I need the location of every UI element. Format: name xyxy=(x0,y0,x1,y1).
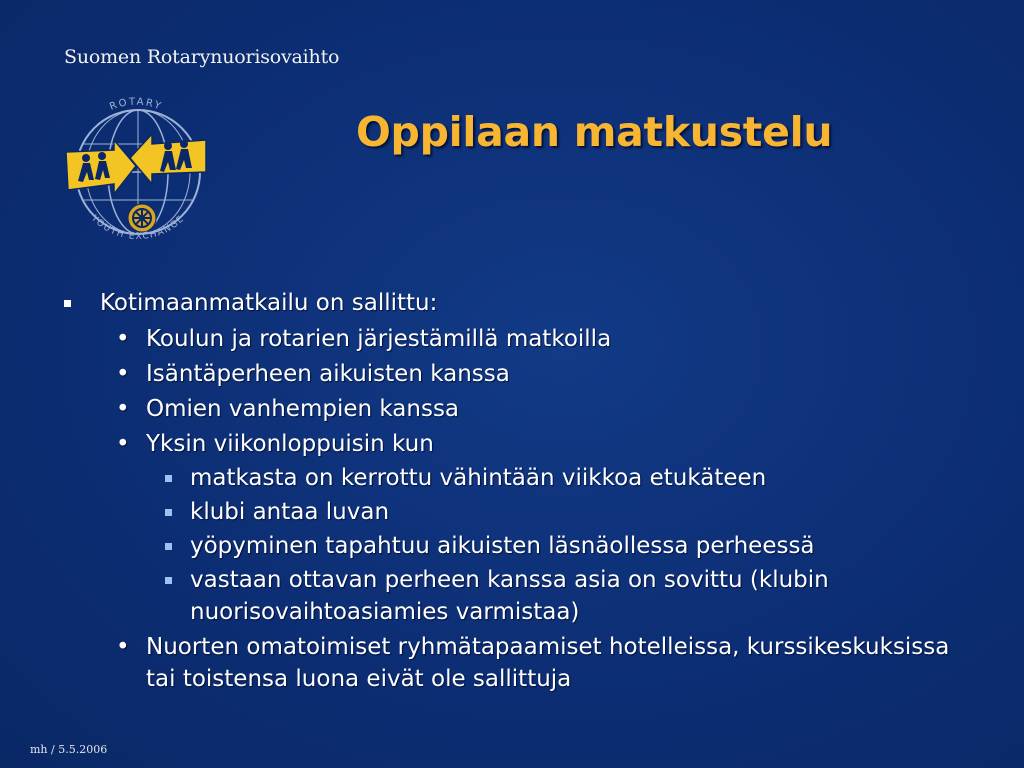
bullet-level2 xyxy=(60,358,980,390)
bullet-text: vastaan ottavan perheen kanssa asia on sovittu (klubin nuorisovaihtoasiamies varmistaa) xyxy=(190,567,829,625)
bullet-level2 xyxy=(60,631,980,695)
dot-bullet-icon: • xyxy=(116,431,130,457)
rotary-youth-exchange-logo xyxy=(56,92,216,252)
organization-name: Suomen Rotarynuorisovaihto xyxy=(64,46,340,68)
bullet-list xyxy=(60,286,980,695)
bullet-text: yöpyminen tapahtuu aikuisten läsnäollessa perheessä xyxy=(190,533,815,559)
footer-note: mh / 5.5.2006 xyxy=(30,743,108,756)
bullet-level3 xyxy=(60,530,980,562)
bullet-level3 xyxy=(60,496,980,528)
bullet-level2 xyxy=(60,323,980,355)
logo-top-text: ROTARY xyxy=(108,96,164,113)
square-bullet-icon xyxy=(64,300,71,307)
bullet-text: Koulun ja rotarien järjestämillä matkoilla xyxy=(146,326,612,352)
bullet-level1 xyxy=(60,286,980,320)
square-bullet-icon xyxy=(165,577,172,584)
dot-bullet-icon: • xyxy=(116,361,130,387)
bullet-level3 xyxy=(60,564,980,628)
slide-title: Oppilaan matkustelu xyxy=(356,108,833,156)
square-bullet-icon xyxy=(165,543,172,550)
logo-bottom-text: YOUTH EXCHANGE xyxy=(89,213,187,242)
square-bullet-icon xyxy=(165,475,172,482)
bullet-text: Kotimaanmatkailu on sallittu: xyxy=(100,290,438,316)
bullet-level2 xyxy=(60,393,980,425)
dot-bullet-icon: • xyxy=(116,326,130,352)
square-bullet-icon xyxy=(165,509,172,516)
bullet-text: klubi antaa luvan xyxy=(190,499,390,525)
bullet-text: Isäntäperheen aikuisten kanssa xyxy=(146,361,510,387)
dot-bullet-icon: • xyxy=(116,396,130,422)
bullet-text: matkasta on kerrottu vähintään viikkoa etukäteen xyxy=(190,465,767,491)
dot-bullet-icon: • xyxy=(116,634,130,660)
bullet-text: Yksin viikonloppuisin kun xyxy=(146,431,434,457)
bullet-text: Nuorten omatoimiset ryhmätapaamiset hotelleissa, kurssikeskuksissa tai toistensa luona eivät ole sallittuja xyxy=(146,634,950,692)
bullet-text: Omien vanhempien kanssa xyxy=(146,396,460,422)
bullet-level2 xyxy=(60,428,980,460)
bullet-level3 xyxy=(60,462,980,494)
